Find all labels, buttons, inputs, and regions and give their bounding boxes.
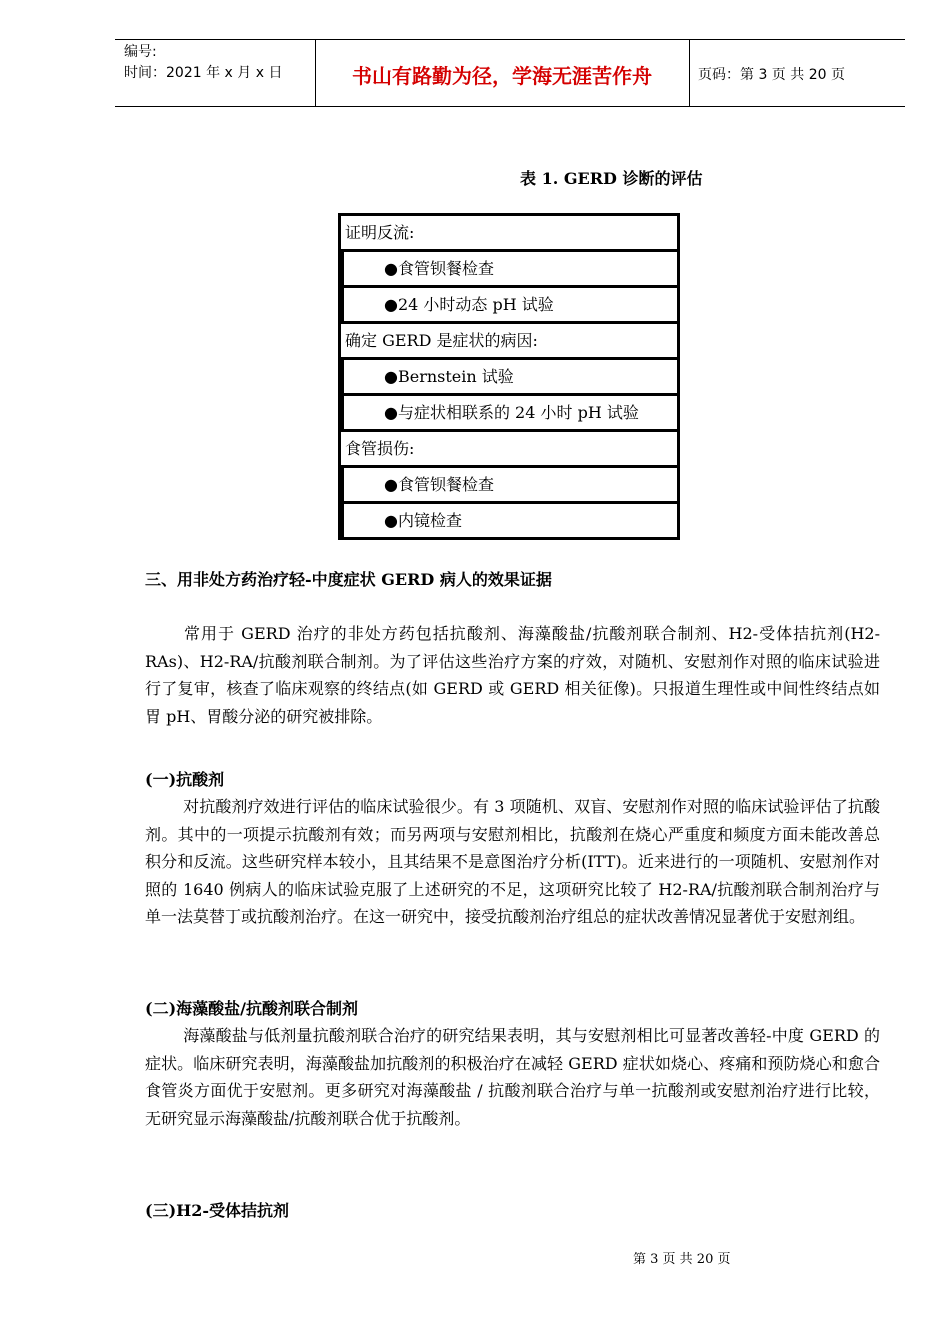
page-footer: 第 3 页 共 20 页 <box>633 1252 731 1267</box>
table-cell: ●食管钡餐检查 <box>341 252 677 285</box>
table-row <box>340 431 679 467</box>
table-cell: ●食管钡餐检查 <box>341 468 677 501</box>
header-page-number: 页码：第 3 页 共 20 页 <box>698 67 845 83</box>
header-top-rule <box>115 39 905 40</box>
table-row <box>340 215 679 251</box>
table-row <box>340 359 679 395</box>
header-number: 编号: <box>124 44 157 60</box>
header-motto: 书山有路勤为径，学海无涯苦作舟 <box>352 64 652 88</box>
paragraph-text: 常用于 GERD 治疗的非处方药包括抗酸剂、海藻酸盐/抗酸剂联合制剂、H2-受体拮抗剂(H2-RAs)、H2-RA/抗酸剂联合制剂。为了评估这些治疗方案的疗效，对随机、安慰剂作对照的临床试验进行了复审，核查了临床观察的终结点(如 GERD 或 GERD 相关征像)。只报道生理性或中间性终结点如胃 pH、胃酸分泌的研究被排除。 <box>145 624 880 726</box>
section-intro-paragraph <box>145 620 880 730</box>
subsection-title-alginate: (二)海藻酸盐/抗酸剂联合制剂 <box>145 999 358 1018</box>
paragraph-text: 海藻酸盐与低剂量抗酸剂联合治疗的研究结果表明，其与安慰剂相比可显著改善轻-中度 GERD 的症状。临床研究表明，海藻酸盐加抗酸剂的积极治疗在减轻 GERD 症状如烧心、疼痛和预防烧心和愈合食管炎方面优于安慰剂。更多研究对海藻酸盐 / 抗酸剂联合治疗与单一抗酸剂或安慰剂治疗进行比较，无研究显示海藻酸盐/抗酸剂联合优于抗酸剂。 <box>145 1026 880 1128</box>
table-row <box>340 395 679 431</box>
table-row <box>340 467 679 503</box>
table-cell: 证明反流: <box>340 215 679 251</box>
subsection-paragraph-alginate <box>145 1022 880 1132</box>
subsection-paragraph-antacids <box>145 793 880 931</box>
header-time: 时间：2021 年 x 月 x 日 <box>124 65 283 81</box>
subsection-title-antacids: (一)抗酸剂 <box>145 770 225 789</box>
table-row <box>340 287 679 323</box>
table-cell: ●内镜检查 <box>341 504 677 537</box>
subsection-title-h2ra: (三)H2-受体拮抗剂 <box>145 1201 290 1220</box>
table-row <box>340 251 679 287</box>
header-bottom-rule <box>115 106 905 107</box>
table-cell: ●Bernstein 试验 <box>341 360 677 393</box>
table-title: 表 1. GERD 诊断的评估 <box>520 169 703 188</box>
header-meta <box>124 42 282 84</box>
section-title: 三、用非处方药治疗轻-中度症状 GERD 病人的效果证据 <box>145 570 552 589</box>
table-row <box>340 323 679 359</box>
table-cell: ●与症状相联系的 24 小时 pH 试验 <box>341 396 677 429</box>
table-cell: 食管损伤: <box>340 431 679 467</box>
table-row <box>340 503 679 539</box>
header-divider-right <box>689 39 690 107</box>
diagnosis-table <box>338 213 680 540</box>
paragraph-text: 对抗酸剂疗效进行评估的临床试验很少。有 3 项随机、双盲、安慰剂作对照的临床试验评估了抗酸剂。其中的一项提示抗酸剂有效；而另两项与安慰剂相比，抗酸剂在烧心严重度和频度方面未能改善总积分和反流。这些研究样本较小，且其结果不是意图治疗分析(ITT)。近来进行的一项随机、安慰剂作对照的 1640 例病人的临床试验克服了上述研究的不足，这项研究比较了 H2-RA/抗酸剂联合制剂治疗与单一法莫替丁或抗酸剂治疗。在这一研究中，接受抗酸剂治疗组总的症状改善情况显著优于安慰剂组。 <box>145 797 880 926</box>
table-cell: ●24 小时动态 pH 试验 <box>341 288 677 321</box>
table-cell: 确定 GERD 是症状的病因: <box>340 323 679 359</box>
